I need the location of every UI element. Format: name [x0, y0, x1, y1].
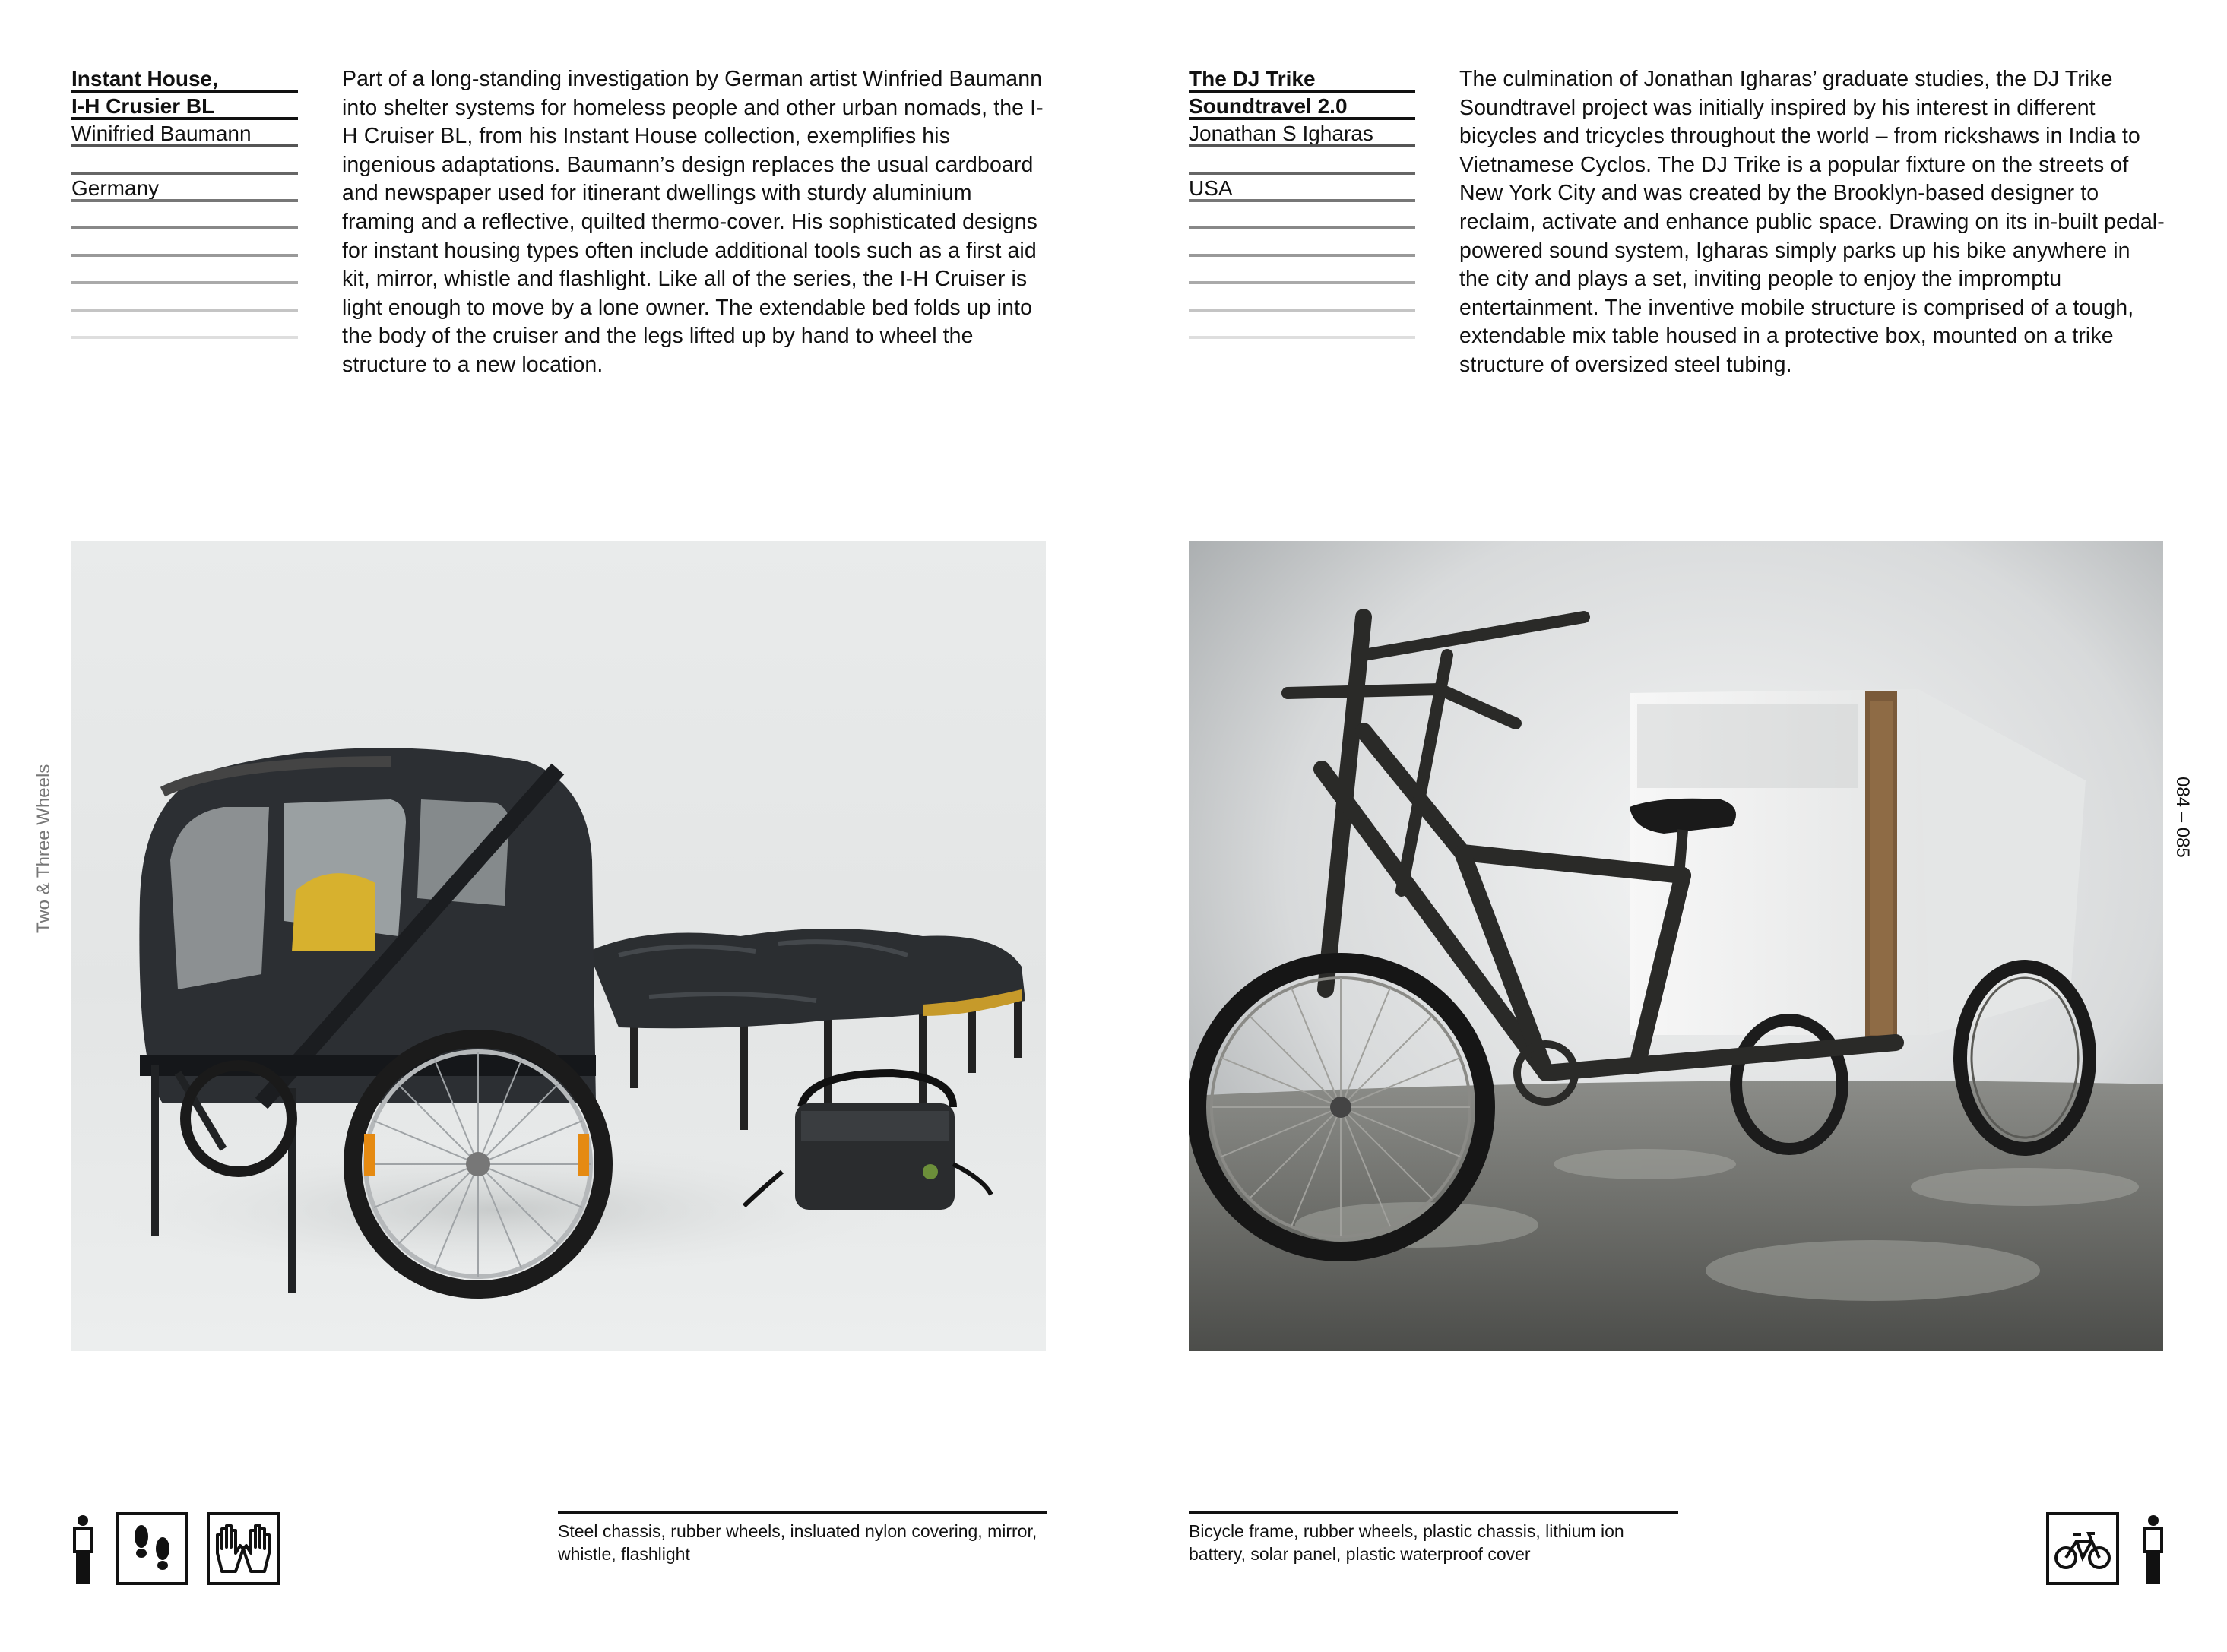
left-title-line2: I-H Crusier BL [71, 93, 298, 120]
right-author: Jonathan S Igharas [1189, 120, 1415, 147]
right-rule [1189, 284, 1415, 312]
right-title-line2: Soundtravel 2.0 [1189, 93, 1415, 120]
left-rule [71, 147, 298, 175]
person-icon [2142, 1514, 2165, 1584]
right-country: USA [1189, 175, 1415, 202]
right-meta-block [1189, 65, 1415, 339]
left-rule [71, 312, 298, 339]
cruiser-photo [71, 541, 1046, 1351]
left-country: Germany [71, 175, 298, 202]
left-title-line1: Instant House, [71, 65, 298, 93]
dj-trike-photo [1189, 541, 2163, 1351]
right-rule [1189, 229, 1415, 257]
left-rule [71, 284, 298, 312]
section-label: Two & Three Wheels [33, 764, 54, 933]
right-rule [1189, 147, 1415, 175]
person-icon [71, 1514, 94, 1584]
left-rule [71, 229, 298, 257]
right-rule [1189, 312, 1415, 339]
left-meta-block [71, 65, 298, 339]
hands-icon [207, 1512, 280, 1585]
right-rule [1189, 257, 1415, 284]
right-materials-caption: Bicycle frame, rubber wheels, plastic chassis, lithium ion battery, solar panel, plastic waterproof cover [1189, 1511, 1678, 1565]
left-rule [71, 257, 298, 284]
footprints-icon [116, 1512, 188, 1585]
right-description: The culmination of Jonathan Igharas’ graduate studies, the DJ Trike Soundtravel project was initially inspired by his interest in different bicycles and tricycles throughout the world – from rickshaws in India to Vietnamese Cyclos. The DJ Trike is a popular fixture on the streets of New York City and was created by the Brooklyn-based designer to reclaim, activate and enhance public space. Drawing on its in-built pedal-powered sound system, Igharas simply parks up his bike anywhere in the city and plays a set, inviting people to enjoy the impromptu entertainment. The inventive mobile structure is comprised of a tough, extendable mix table housed in a protective box, mounted on a trike structure of oversized steel tubing. [1459, 67, 2165, 377]
left-materials-caption: Steel chassis, rubber wheels, insluated nylon covering, mirror, whistle, flashlight [558, 1511, 1047, 1565]
left-author: Winifried Baumann [71, 120, 298, 147]
bicycle-icon [2046, 1512, 2119, 1585]
left-rule [71, 202, 298, 229]
left-description: Part of a long-standing investigation by German artist Winfried Baumann into shelter systems for homeless people and other urban nomads, the I-H Cruiser BL, from his Instant House collection, exemplifies his ingenious adaptations. Baumann’s design replaces the usual cardboard and newspaper used for itinerant dwellings with sturdy aluminium framing and a reflective, quilted thermo-cover. His sophisticated designs for instant housing types often include additional tools such as a first aid kit, mirror, whistle and flashlight. Like all of the series, the I-H Cruiser is light enough to move by a lone owner. The extendable bed folds up into the body of the cruiser and the legs lifted up by hand to wheel the structure to a new location. [342, 67, 1044, 377]
right-rule [1189, 202, 1415, 229]
right-title-line1: The DJ Trike [1189, 65, 1415, 93]
page-numbers: 084 – 085 [2172, 777, 2193, 858]
